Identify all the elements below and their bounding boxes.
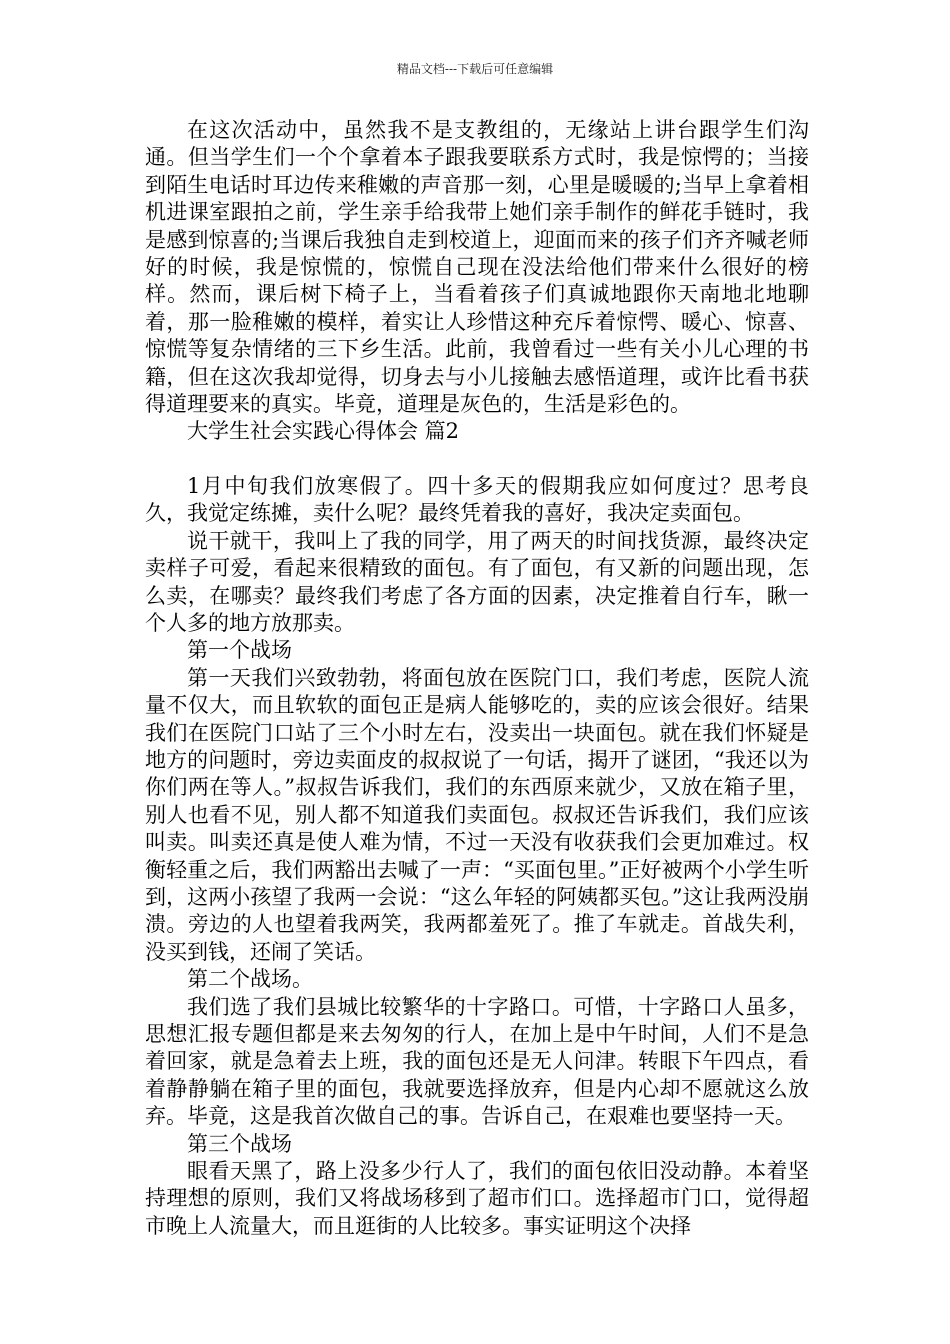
subheading-second-battlefield: 第二个战场。 <box>187 967 313 992</box>
section-heading-part2: 大学生社会实践心得体会 篇2 <box>187 419 460 444</box>
paragraph-supermarket: 眼看天黑了，路上没多少行人了，我们的面包依旧没动静。本着坚持理想的原则，我们又将战场移到了超市们口。选择超市门口，觉得超市晚上人流量大，而且逛街的人比较多。事实证明这个决择 <box>145 1159 809 1238</box>
paragraph-hospital-gate: 第一天我们兴致勃勃，将面包放在医院门口，我们考虑，医院人流量不仅大，而且软软的面包正是病人能够吃的，卖的应该会很好。结果我们在医院门口站了三个小时左右，没卖出一块面包。就在我们怀疑是地方的问题时，旁边卖面皮的叔叔说了一句话，揭开了谜团，“我还以为你们两在等人。”叔叔告诉我们，我们的东西原来就少，又放在箱子里，别人也看不见，别人都不知道我们卖面包。叔叔还告诉我们，我们应该叫卖。叫卖还真是使人难为情，不过一天没有收获我们会更加难过。权衡轻重之后，我们两豁出去喊了一声：“买面包里。”正好被两个小学生听到，这两小孩望了我两一会说：“这么年轻的阿姨都买包。”这让我两没崩溃。旁边的人也望着我两笑，我两都羞死了。推了车就走。首战失利，没买到钱，还闹了笑话。 <box>145 665 809 964</box>
paragraph-volunteer-reflection: 在这次活动中，虽然我不是支教组的，无缘站上讲台跟学生们沟通。但当学生们一个个拿着本子跟我要联系方式时，我是惊愕的；当接到陌生电话时耳边传来稚嫩的声音那一刻，心里是暖暖的;当早上拿着相机进课室跟拍之前，学生亲手给我带上她们亲手制作的鲜花手链时，我是感到惊喜的;当课后我独自走到校道上，迎面而来的孩子们齐齐喊老师好的时候，我是惊慌的，惊慌自己现在没法给他们带来什么很好的榜样。然而，课后树下椅子上，当看着孩子们真诚地跟你天南地北地聊着，那一脸稚嫩的模样，着实让人珍惜这种充斥着惊愕、暖心、惊喜、惊慌等复杂情绪的三下乡生活。此前，我曾看过一些有关小儿心理的书籍，但在这次我却觉得，切身去与小儿接触去感悟道理，或许比看书获得道理要来的真实。毕竟，道理是灰色的，生活是彩色的。 <box>145 118 809 417</box>
paragraph-find-supplier: 说干就干，我叫上了我的同学，用了两天的时间找货源，最终决定卖样子可爱，看起来很精致的面包。有了面包，有又新的问题出现，怎么卖，在哪卖？最终我们考虑了各方面的因素，决定推着自行车，瞅一个人多的地方放那卖。 <box>145 528 809 635</box>
subheading-first-battlefield: 第一个战场 <box>187 638 292 663</box>
page-header: 精品文档---下载后可任意编辑 <box>396 62 554 76</box>
subheading-third-battlefield: 第三个战场 <box>187 1131 292 1156</box>
paragraph-winter-break: 1月中旬我们放寒假了。四十多天的假期我应如何度过？思考良久，我觉定练摊，卖什么呢？最终凭着我的喜好，我决定卖面包。 <box>145 473 809 526</box>
paragraph-crossroads: 我们选了我们县城比较繁华的十字路口。可惜，十字路口人虽多，思想汇报专题但都是来去匆匆的行人，在加上是中午时间，人们不是急着回家，就是急着去上班，我的面包还是无人问津。转眼下午四点，看着静静躺在箱子里的面包，我就要选择放弃，但是内心却不愿就这么放弃。毕竟，这是我首次做自己的事。告诉自己，在艰难也要坚持一天。 <box>145 994 809 1129</box>
document-body <box>145 117 809 1240</box>
